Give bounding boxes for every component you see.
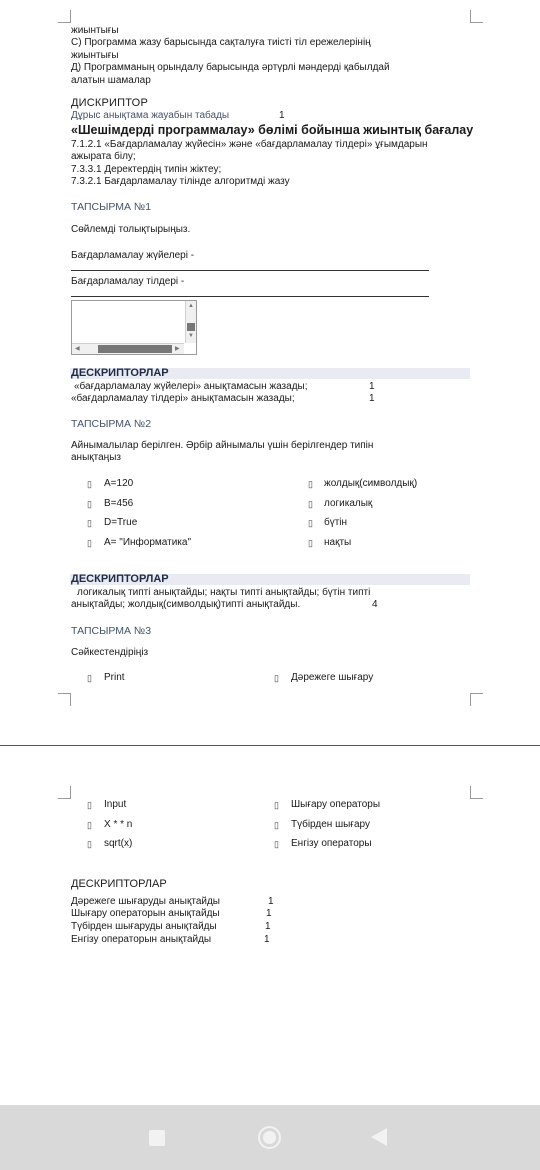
text-line: жиынтығы: [71, 50, 119, 61]
text-line: алатын шамалар: [71, 75, 151, 86]
answer-textbox[interactable]: [71, 300, 197, 355]
descriptor-text: Дәрежеге шығаруды анықтайды: [71, 896, 220, 907]
variable-item: A= "Информатика": [104, 537, 191, 548]
page-corner-mark: [470, 786, 483, 799]
bullet-icon: ▯: [274, 820, 279, 830]
match-right-item: Түбірден шығару: [291, 819, 370, 830]
page-corner-mark: [470, 10, 483, 23]
scroll-down-icon[interactable]: ▼: [188, 333, 194, 339]
descriptor-text: Түбірден шығаруды анықтайды: [71, 921, 217, 932]
page-corner-mark: [58, 786, 71, 799]
match-left-item: X * * n: [104, 819, 133, 830]
horizontal-scrollbar[interactable]: [72, 343, 184, 354]
scroll-thumb[interactable]: [187, 323, 195, 331]
bullet-icon: ▯: [274, 673, 279, 683]
descriptor-score: 1: [369, 393, 375, 404]
page-corner-mark: [58, 693, 71, 706]
text-line: жиынтығы: [71, 25, 119, 36]
descriptor-title: ДЕСКРИПТОРЛАР: [71, 573, 169, 585]
descriptor-score: 1: [268, 896, 274, 907]
bullet-icon: ▯: [308, 479, 313, 489]
descriptor-score: 1: [369, 381, 375, 392]
task-title: ТАПСЫРМА №3: [71, 625, 152, 637]
descriptor-score: 1: [265, 921, 271, 932]
back-button[interactable]: [371, 1128, 387, 1146]
type-item: нақты: [324, 537, 352, 548]
question-text: Бағдарламалау жүйелері -: [71, 250, 195, 261]
type-item: логикалық: [324, 498, 373, 509]
descriptor-score: 1: [279, 110, 285, 121]
text-line: Д) Программаның орындалу барысында әртүрлі мәндерді қабылдай: [71, 62, 390, 73]
descriptor-title: ДИСКРИПТОР: [71, 97, 148, 109]
answer-line: [71, 296, 429, 297]
circle-icon: [263, 1131, 276, 1144]
scroll-right-icon[interactable]: ▶: [175, 346, 180, 352]
recent-apps-button[interactable]: [149, 1130, 165, 1146]
descriptor-score: 1: [266, 908, 272, 919]
objective-line: ажырата білу;: [71, 151, 136, 162]
objective-line: 7.1.2.1 «Бағдарламалау жүйесін» және «бағдарламалау тілдері» ұғымдарын: [71, 139, 428, 150]
bullet-icon: ▯: [87, 820, 92, 830]
match-left-item: sqrt(x): [104, 838, 133, 849]
question-text: Бағдарламалау тілдері -: [71, 276, 185, 287]
descriptor-text: «бағдарламалау тілдері» анықтамасын жазады;: [71, 393, 295, 404]
descriptor-score: 4: [372, 599, 378, 610]
vertical-scrollbar[interactable]: [185, 301, 196, 343]
variable-item: A=120: [104, 478, 134, 489]
bullet-icon: ▯: [87, 673, 92, 683]
text-line: С) Программа жазу барысында сақталуға тиісті тіл ережелерінің: [71, 37, 371, 48]
task-instruction: Сәйкестендіріңіз: [71, 647, 149, 658]
bullet-icon: ▯: [308, 538, 313, 548]
page-corner-mark: [470, 693, 483, 706]
bullet-icon: ▯: [87, 800, 92, 810]
descriptor-text: Енгізу операторын анықтайды: [71, 934, 212, 945]
match-right-item: Дәрежеге шығару: [291, 672, 374, 683]
bullet-icon: ▯: [87, 518, 92, 528]
scroll-left-icon[interactable]: ◀: [75, 346, 80, 352]
task-instruction: анықтаңыз: [71, 452, 121, 463]
bullet-icon: ▯: [87, 839, 92, 849]
match-left-item: Print: [104, 672, 125, 683]
type-item: бүтін: [324, 517, 348, 528]
descriptor-title: ДЕСКРИПТОРЛАР: [71, 878, 167, 890]
bullet-icon: ▯: [274, 839, 279, 849]
descriptor-text: «бағдарламалау жүйелері» анықтамасын жазады;: [74, 381, 308, 392]
variable-item: B=456: [104, 498, 134, 509]
summary-title: «Шешімдерді программалау» бөлімі бойынша жиынтық бағалау: [71, 123, 474, 137]
descriptor-text: Шығару операторын анықтайды: [71, 908, 220, 919]
bullet-icon: ▯: [87, 538, 92, 548]
bullet-icon: ▯: [308, 518, 313, 528]
bullet-icon: ▯: [87, 499, 92, 509]
task-title: ТАПСЫРМА №2: [71, 418, 152, 430]
bullet-icon: ▯: [87, 479, 92, 489]
match-left-item: Input: [104, 799, 127, 810]
page-corner-mark: [58, 10, 71, 23]
descriptor-text: Дұрыс анықтама жауабын табады: [71, 110, 230, 121]
bullet-icon: ▯: [308, 499, 313, 509]
task-instruction: Айнымалылар берілген. Әрбір айнымалы үшін берілгендер типін: [71, 440, 374, 451]
home-button[interactable]: [258, 1126, 281, 1149]
page-separator: [0, 745, 540, 746]
objective-line: 7.3.2.1 Бағдарламалау тілінде алгоритмді жазу: [71, 176, 290, 187]
objective-line: 7.3.3.1 Деректердің типін жіктеу;: [71, 164, 222, 175]
descriptor-title: ДЕСКРИПТОРЛАР: [71, 367, 169, 379]
bullet-icon: ▯: [274, 800, 279, 810]
descriptor-score: 1: [264, 934, 270, 945]
task-title: ТАПСЫРМА №1: [71, 201, 152, 213]
task-instruction: Сөйлемді толықтырыңыз.: [71, 224, 191, 235]
descriptor-text: анықтайды; жолдық(символдық)типті анықтайды.: [71, 599, 301, 610]
scroll-thumb[interactable]: [98, 345, 172, 353]
answer-line: [71, 270, 429, 271]
descriptor-text: логикалық типті анықтайды; нақты типті анықтайды; бүтін типті: [77, 587, 371, 598]
match-right-item: Енгізу операторы: [291, 838, 372, 849]
variable-item: D=True: [104, 517, 138, 528]
type-item: жолдық(символдық): [324, 478, 418, 489]
navigation-bar: [0, 1105, 540, 1170]
match-right-item: Шығару операторы: [291, 799, 381, 810]
scroll-up-icon[interactable]: ▲: [188, 303, 194, 309]
